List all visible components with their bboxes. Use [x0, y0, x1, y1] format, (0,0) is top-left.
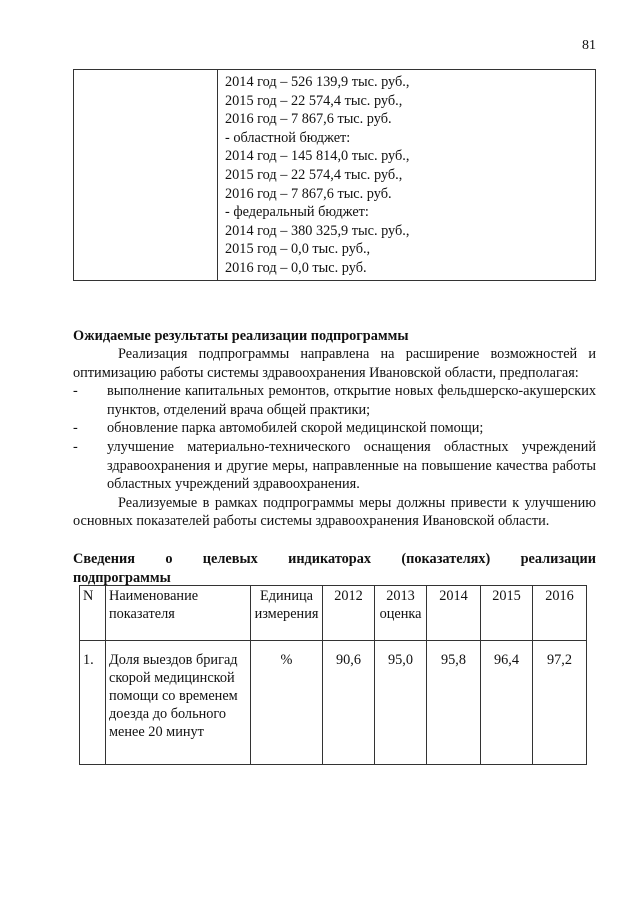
table-header-row — [80, 586, 587, 641]
header-num: N — [80, 586, 106, 641]
cell-unit: % — [251, 641, 323, 765]
cell-2015: 96,4 — [481, 641, 533, 765]
funding-table — [73, 69, 596, 281]
heading-word: (показателях) — [401, 551, 491, 567]
funding-line: 2015 год – 22 574,4 тыс. руб., — [225, 166, 403, 183]
funding-line: 2015 год – 0,0 тыс. руб., — [225, 241, 371, 258]
funding-line: 2016 год – 7 867,6 тыс. руб. — [225, 185, 392, 202]
list-item — [73, 438, 596, 494]
funding-line: 2014 год – 380 325,9 тыс. руб., — [225, 222, 410, 239]
list-dash: - — [73, 383, 78, 400]
results-closing: Реализуемые в рамках подпрограммы меры должны привести к улучшению основных показателей работы системы здравоохранения Ивановской области. — [73, 494, 596, 530]
heading-word: индикаторах — [288, 551, 372, 567]
header-name: Наименование показателя — [106, 586, 251, 641]
list-item-text: обновление парка автомобилей скорой медицинской помощи; — [107, 420, 484, 437]
list-item — [73, 382, 596, 419]
indicators-heading-line2: подпрограммы — [73, 569, 171, 586]
heading-word: о — [165, 551, 173, 567]
list-item-text: выполнение капитальных ремонтов, открытие новых фельдшерско-акушерских пунктов, отделений врача общей практики; — [107, 383, 596, 418]
results-heading: Ожидаемые результаты реализации подпрограммы — [73, 328, 409, 344]
header-2015: 2015 — [481, 586, 533, 641]
cell-name: Доля выездов бригад скорой медицинской помощи со временем доезда до больного менее 20 минут — [106, 641, 251, 765]
cell-2016: 97,2 — [533, 641, 587, 765]
header-2012: 2012 — [323, 586, 375, 641]
results-intro: Реализация подпрограммы направлена на расширение возможностей и оптимизацию работы системы здравоохранения Ивановской области, предполагая: — [73, 346, 596, 381]
cell-2013: 95,0 — [375, 641, 427, 765]
list-dash: - — [73, 438, 78, 455]
cell-2014: 95,8 — [427, 641, 481, 765]
indicators-table — [79, 585, 587, 765]
page-number: 81 — [582, 38, 596, 53]
funding-row — [74, 70, 596, 281]
list-item-text: улучшение материально-технического оснащения областных учреждений здравоохранения и другие меры, направленные на повышение качества работы областных учреждений здравоохранения. — [107, 438, 596, 493]
table-row — [80, 641, 587, 765]
heading-word: целевых — [202, 551, 258, 567]
funding-values-cell — [218, 70, 596, 281]
funding-line: 2016 год – 0,0 тыс. руб. — [225, 259, 367, 276]
results-section — [73, 345, 596, 531]
header-2013: 2013 оценка — [375, 586, 427, 641]
header-unit: Единица измерения — [251, 586, 323, 641]
header-2016: 2016 — [533, 586, 587, 641]
funding-line: - федеральный бюджет: — [225, 204, 369, 221]
cell-2012: 90,6 — [323, 641, 375, 765]
heading-word: реализации — [520, 551, 596, 567]
list-item — [73, 419, 596, 438]
funding-line: 2016 год – 7 867,6 тыс. руб. — [225, 111, 392, 128]
header-2014: 2014 — [427, 586, 481, 641]
funding-label-cell — [74, 70, 218, 281]
funding-line: 2015 год – 22 574,4 тыс. руб., — [225, 92, 403, 109]
heading-word: Сведения — [73, 551, 135, 567]
list-dash: - — [73, 420, 78, 437]
funding-line: - областной бюджет: — [225, 129, 351, 146]
cell-num: 1. — [80, 641, 106, 765]
funding-line: 2014 год – 145 814,0 тыс. руб., — [225, 148, 410, 165]
indicators-heading — [73, 550, 596, 587]
indicators-heading-line — [73, 550, 596, 569]
funding-line: 2014 год – 526 139,9 тыс. руб., — [225, 74, 410, 90]
